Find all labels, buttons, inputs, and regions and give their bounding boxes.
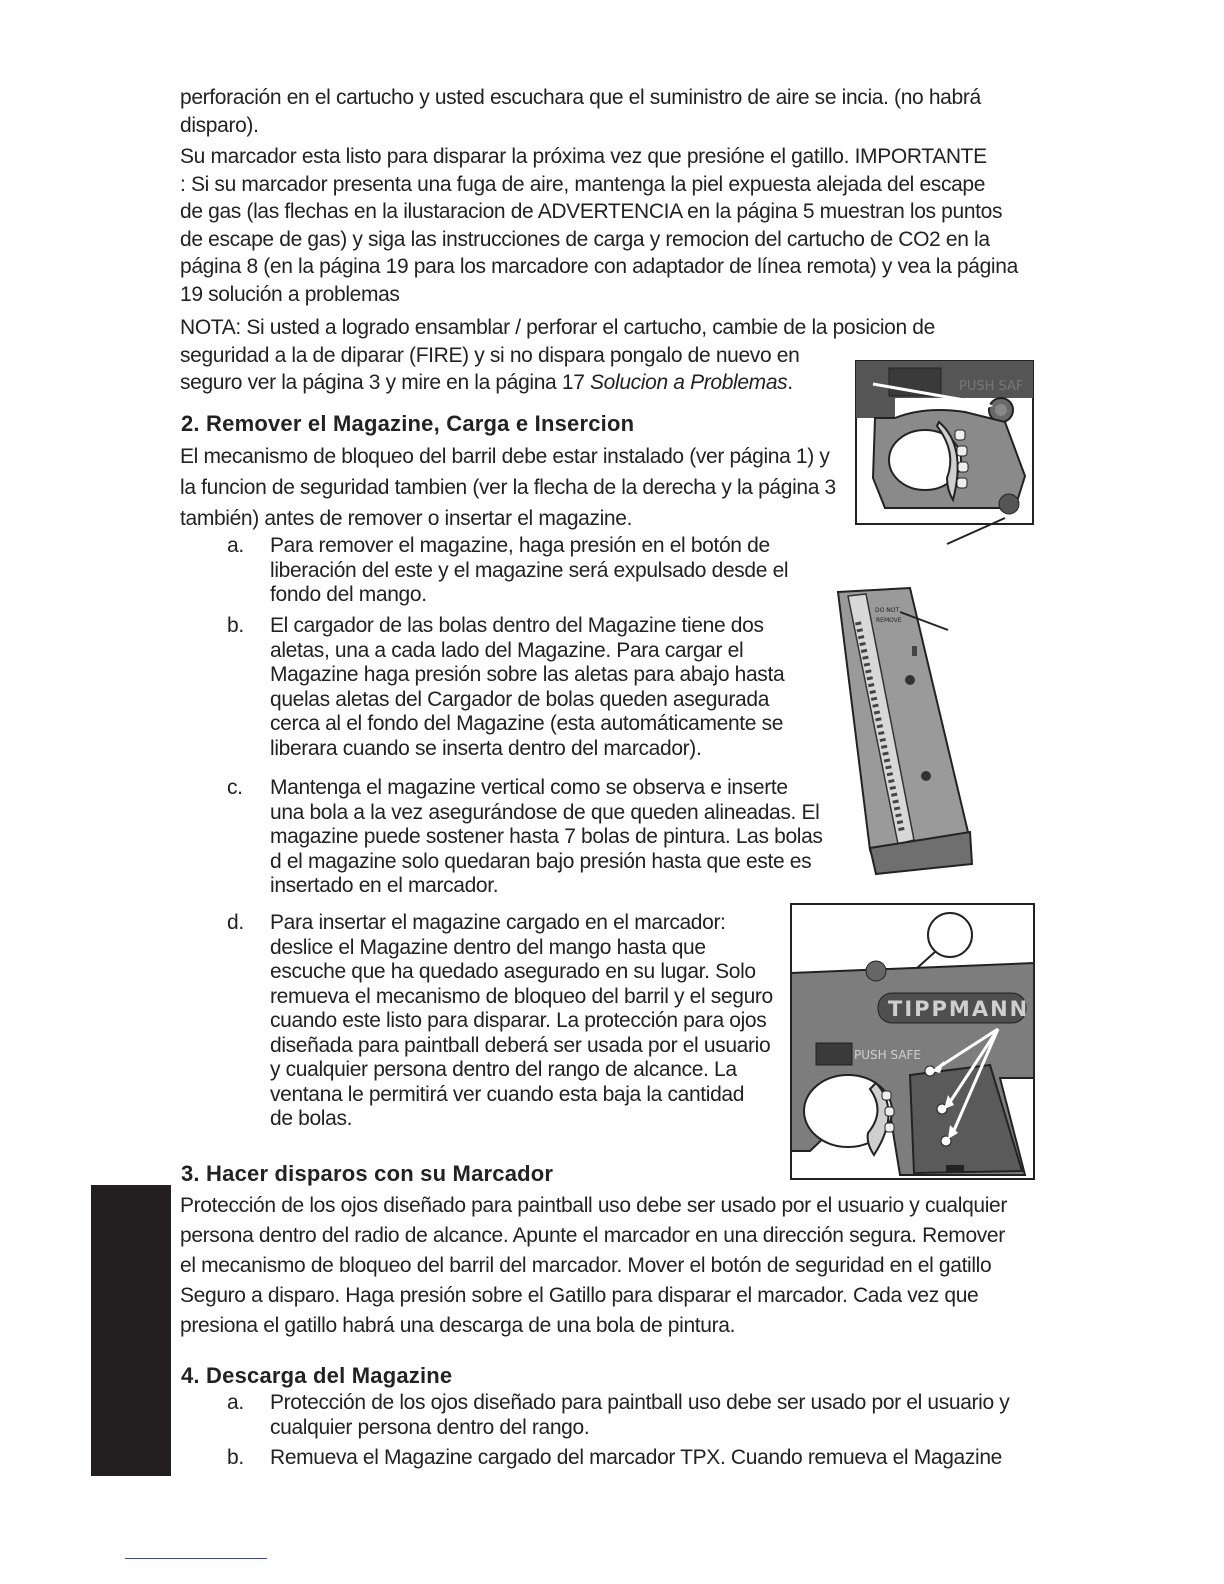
list-marker: c. <box>227 776 243 799</box>
note-paragraph <box>180 314 935 397</box>
text-line: magazine puede sostener hasta 7 bolas de pintura. Las bolas <box>270 825 823 848</box>
push-safe-label: PUSH SAFE <box>854 1048 922 1062</box>
section-heading-unload-magazine: 4. Descarga del Magazine <box>181 1363 453 1388</box>
text-line: Para remover el magazine, haga presión en el botón de <box>270 534 770 557</box>
list-marker: a. <box>227 1391 244 1414</box>
text-line: perforación en el cartucho y usted escuchara que el suministro de aire se incia. (no habrá <box>180 86 981 109</box>
list-item <box>227 614 785 761</box>
list-marker: d. <box>227 911 244 934</box>
note-italic-ref: Solucion a Problemas <box>590 371 788 394</box>
text-line: el mecanismo de bloqueo del barril del marcador. Mover el botón de seguridad en el gatillo <box>180 1254 992 1277</box>
text-line: El mecanismo de bloqueo del barril debe estar instalado (ver página 1) y <box>180 445 830 468</box>
list-marker: b. <box>227 614 244 637</box>
text-line: d el magazine solo quedaran bajo presión hasta que este es <box>270 849 812 873</box>
text-line: escuche que ha quedado asegurado en su lugar. Solo <box>270 960 756 983</box>
text-line <box>180 369 935 397</box>
side-tab <box>91 1185 171 1476</box>
text-line: persona dentro del radio de alcance. Apunte el marcador en una dirección segura. Remover <box>180 1224 1005 1247</box>
text-line: Magazine haga presión sobre las aletas para abajo hasta <box>270 663 785 686</box>
text-line: 19 solución a problemas <box>180 282 400 306</box>
text-line: El cargador de las bolas dentro del Magazine tiene dos <box>270 614 764 637</box>
text-line: deslice el Magazine dentro del mango hasta que <box>270 935 706 959</box>
list-item <box>227 911 773 1132</box>
section-heading-remove-magazine: 2. Remover el Magazine, Carga e Insercion <box>181 411 635 436</box>
text-line: fondo del mango. <box>270 583 427 606</box>
text-line: página 8 (en la página 19 para los marcadore con adaptador de línea remota) y vea la página <box>180 255 1018 278</box>
text-line: insertado en el marcador. <box>270 874 499 897</box>
list-item <box>227 1391 1010 1440</box>
note-period: . <box>787 371 793 394</box>
text-line: Protección de los ojos diseñado para paintball uso debe ser usado por el usuario y cualquier <box>180 1194 1008 1217</box>
text-line: cerca al el fondo del Magazine (esta automáticamente se <box>270 712 784 735</box>
magazine-figure <box>830 582 980 877</box>
important-paragraph <box>180 143 1018 308</box>
text-line: aletas, una a cada lado del Magazine. Para cargar el <box>270 638 744 662</box>
text-line: presiona el gatillo habrá una descarga de una bola de pintura. <box>180 1314 736 1337</box>
text-line: cualquier persona dentro del rango. <box>270 1415 590 1439</box>
text-line: quelas aletas del Cargador de bolas queden asegurada <box>270 687 770 711</box>
text-line: ventana le permitirá ver cuando esta baja la cantidad <box>270 1082 745 1106</box>
magazine-label-2: REMOVE <box>876 617 902 624</box>
section3-paragraph <box>180 1191 1007 1341</box>
text-line: : Si su marcador presenta una fuga de aire, mantenga la piel expuesta alejada del escape <box>180 172 986 196</box>
text-line: Remueva el Magazine cargado del marcador TPX. Cuando remueva el Magazine <box>270 1446 1002 1469</box>
list-item <box>227 1446 1002 1471</box>
text-line: una bola a la vez asegurándose de que queden alineadas. El <box>270 800 820 824</box>
text-line: Mantenga el magazine vertical como se observa e inserte <box>270 776 788 799</box>
text-line: NOTA: Si usted a logrado ensamblar / perforar el cartucho, cambie de la posicion de <box>180 316 935 339</box>
text-line: seguridad a la de diparar (FIRE) y si no dispara pongalo de nuevo en <box>180 343 800 367</box>
section2-intro <box>180 441 836 534</box>
trigger-safety-figure <box>855 358 1035 546</box>
text-line: y cualquier persona dentro del rango de alcance. La <box>270 1058 737 1081</box>
text-line: también) antes de remover o insertar el magazine. <box>180 507 633 530</box>
text-line: Seguro a disparo. Haga presión sobre el Gatillo para disparar el marcador. Cada vez que <box>180 1284 979 1307</box>
text-line: cuando este listo para disparar. La protección para ojos <box>270 1009 767 1032</box>
text-line: diseñada para paintball deberá ser usada por el usuario <box>270 1033 771 1057</box>
note-text: seguro ver la página 3 y mire en la página 17 <box>180 371 591 394</box>
tippmann-logo: TIPPMANN <box>888 997 1030 1021</box>
text-line: de gas (las flechas en la ilustaracion de ADVERTENCIA en la página 5 muestran los puntos <box>180 200 1003 223</box>
text-line: disparo). <box>180 113 259 137</box>
push-safe-label: PUSH SAF <box>959 379 1024 394</box>
text-line: Su marcador esta listo para disparar la próxima vez que presióne el gatillo. IMPORTANTE <box>180 145 987 168</box>
footer-rule <box>125 1558 267 1559</box>
section-heading-firing: 3. Hacer disparos con su Marcador <box>181 1161 554 1186</box>
magazine-label-1: DO NOT <box>875 607 900 614</box>
text-line: Para insertar el magazine cargado en el marcador: <box>270 911 726 934</box>
intro-paragraph <box>180 84 981 139</box>
text-line: de escape de gas) y siga las instrucciones de carga y remocion del cartucho de CO2 en la <box>180 227 990 251</box>
text-line: liberara cuando se inserta dentro del marcador). <box>270 736 702 760</box>
text-line: liberación del este y el magazine será expulsado desde el <box>270 558 789 582</box>
list-marker: a. <box>227 534 244 557</box>
list-item <box>227 534 789 608</box>
text-line: remueva el mecanismo de bloqueo del barril y el seguro <box>270 984 773 1008</box>
list-marker: b. <box>227 1446 244 1469</box>
text-line: la funcion de seguridad tambien (ver la flecha de la derecha y la página 3 <box>180 476 836 499</box>
text-line: Protección de los ojos diseñado para paintball uso debe ser usado por el usuario y <box>270 1391 1010 1414</box>
marker-figure <box>790 903 1035 1180</box>
list-item <box>227 776 823 899</box>
text-line: de bolas. <box>270 1107 353 1130</box>
